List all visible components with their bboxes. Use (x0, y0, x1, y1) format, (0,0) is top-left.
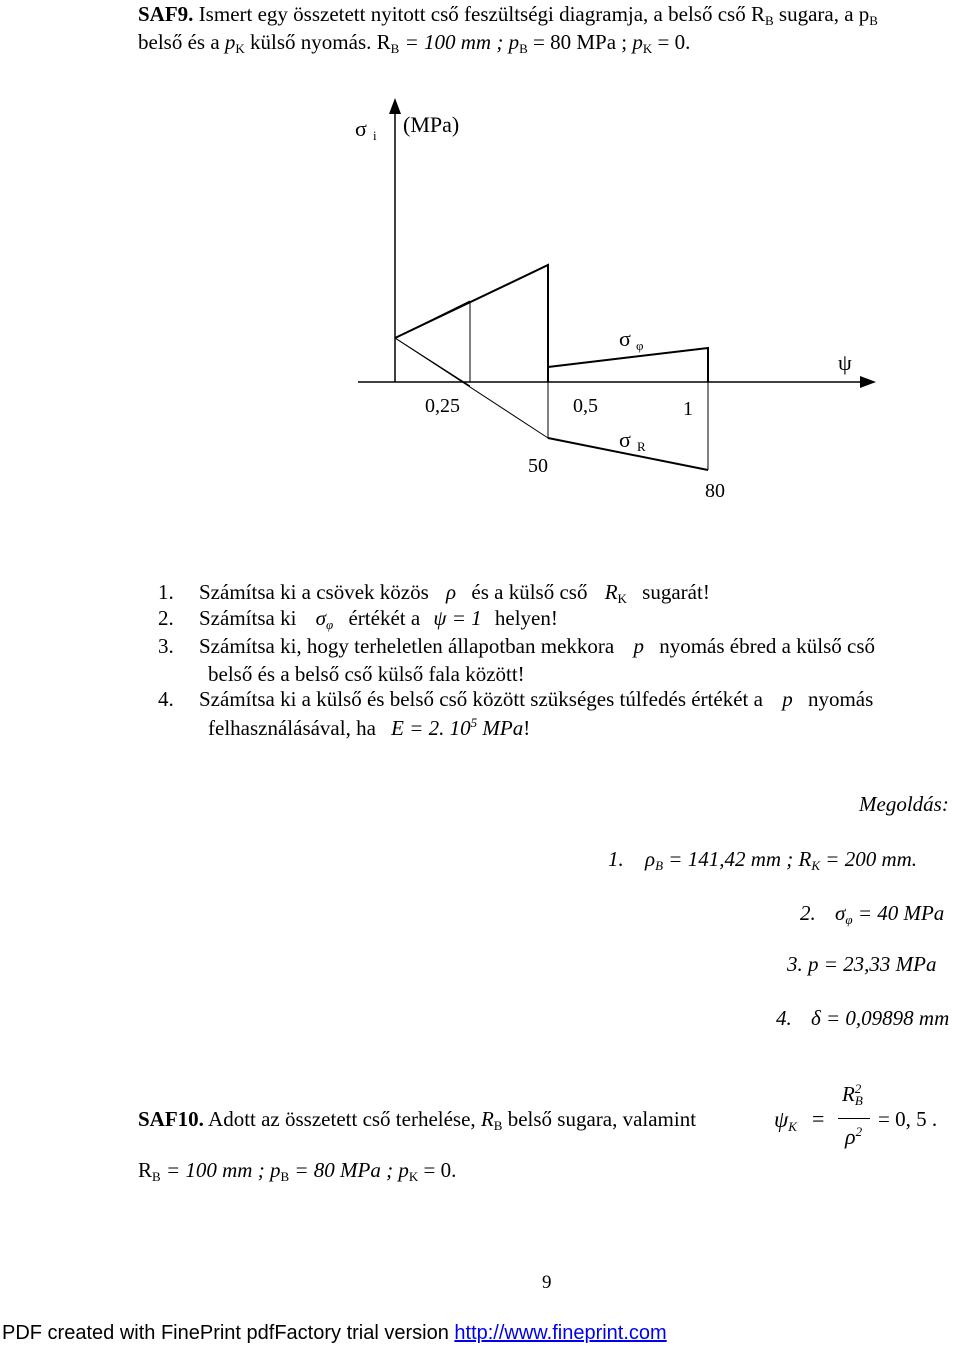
tick-05: 0,5 (573, 395, 598, 417)
solution-title: Megoldás: (859, 792, 949, 816)
construction-lower-line (395, 338, 470, 386)
solution-4: 4. δ = 0,09898 mm (776, 1006, 950, 1030)
problem10-label: SAF10. (138, 1107, 204, 1131)
sigma-phi-inner-curve (395, 265, 548, 382)
y-axis-sub: i (373, 128, 377, 143)
psi-symbol: $\psi_K$ (774, 1107, 797, 1134)
fraction-bar (838, 1118, 870, 1119)
solution-3: 3. p = 23,33 MPa (787, 952, 937, 976)
y-axis-unit: (MPa) (403, 112, 460, 137)
sigma-phi-outer-curve (548, 348, 708, 382)
page-number: 9 (542, 1272, 552, 1293)
psi-result: = 0, 5 . (878, 1107, 938, 1131)
sigma-r-label: σ (619, 427, 631, 452)
sigma-r-sub: R (637, 439, 646, 454)
question-4: 4. Számítsa ki a külső és belső cső között szükséges túlfedés értékét a p nyomás (158, 687, 874, 711)
x-axis-arrow-icon (860, 376, 876, 388)
problem9-line1: SAF9. Ismert egy összetett nyitott cső feszültségi diagramja, a belső cső $R_B$ sugara, a $p_B$ (138, 2, 878, 28)
tick-025: 0,25 (425, 395, 460, 417)
problem9-label: SAF9. (138, 2, 194, 26)
construction-line (395, 301, 470, 338)
tick-1: 1 (683, 398, 693, 420)
footer (2, 1322, 667, 1345)
footer-link[interactable]: http://www.fineprint.com (454, 1322, 667, 1344)
fraction-numerator: $R_B^2$ (842, 1081, 863, 1108)
solution-2: 2. $\sigma_\varphi = 40$ MPa (800, 901, 945, 927)
y-axis-arrow-icon (389, 98, 401, 114)
question-1: 1. Számítsa ki a csövek közös ρ és a külső cső $R_K$ sugarát! (158, 580, 710, 606)
value-80: 80 (705, 480, 725, 502)
problem10-given: $R_B = 100$ mm ; $p_B = 80$ MPa ; $p_K = 0$. (138, 1158, 457, 1184)
question-3-line2: belső és a belső cső külső fala között! (208, 662, 525, 686)
problem9-line2: belső és a $p_K$ külső nyomás. $R_B = 100$ mm ; $p_B = 80$ MPa ; $p_K = 0$. (138, 30, 691, 56)
question-2: 2. Számítsa ki $\sigma_\varphi$ értékét a ψ = 1 helyen! (158, 606, 558, 632)
x-axis-label: ψ (838, 350, 852, 375)
sigma-phi-sub: φ (636, 338, 644, 353)
question-3: 3. Számítsa ki, hogy terheletlen állapotban mekkora p nyomás ébred a külső cső (158, 634, 875, 658)
fraction-denominator: $\rho^2$ (845, 1124, 863, 1149)
solution-1: 1. $\rho_B = 141,42$ mm ; $R_K = 200$ mm. (608, 847, 918, 873)
y-axis-sigma: σ (355, 116, 367, 141)
problem10-line1: SAF10. Adott az összetett cső terhelése, $R_B$ belső sugara, valamint (138, 1107, 697, 1133)
sigma-phi-label: σ (619, 326, 631, 351)
value-50: 50 (528, 455, 548, 477)
stress-diagram (0, 90, 960, 520)
question-4-line2: felhasználásával, ha E = 2. $10^5$ MPa! (208, 715, 531, 740)
footer-text: PDF created with FinePrint pdfFactory trial version (2, 1322, 455, 1344)
psi-equals: = (812, 1106, 825, 1131)
